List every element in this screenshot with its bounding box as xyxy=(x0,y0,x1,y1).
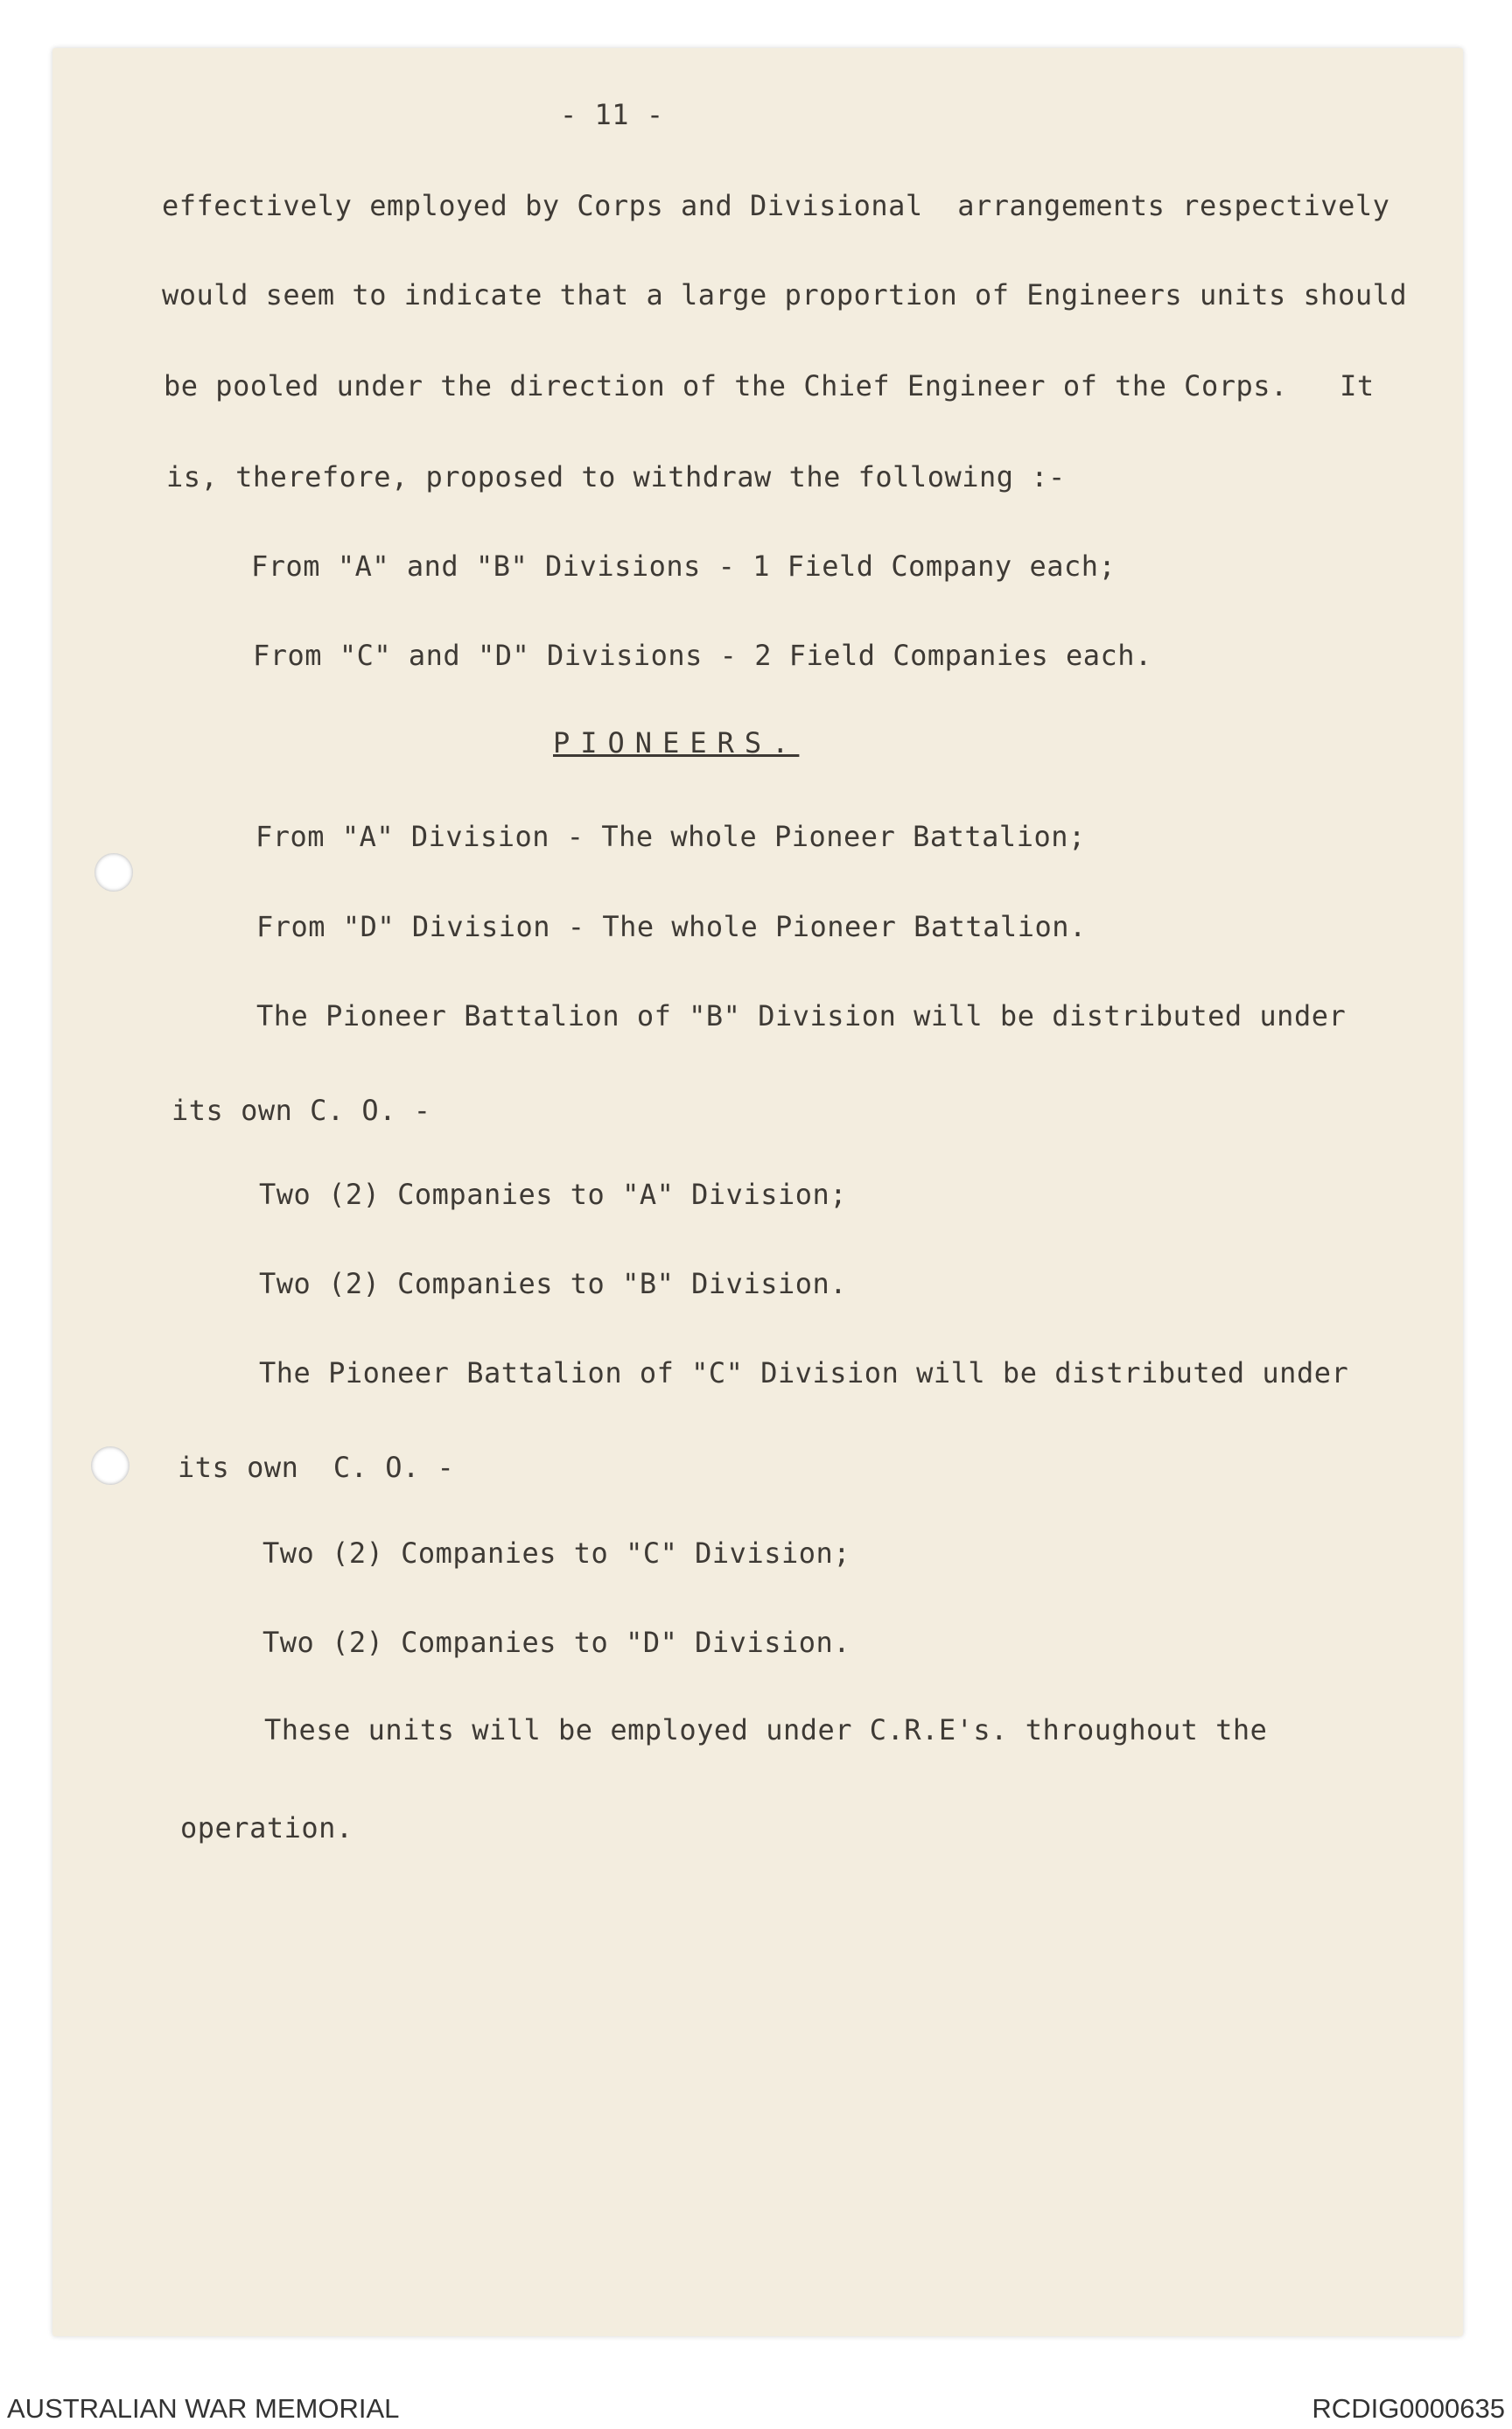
pioneer-line-7: The Pioneer Battalion of "C" Division will be distributed under xyxy=(259,1356,1349,1390)
text-line-2: would seem to indicate that a large proportion of Engineers units should xyxy=(162,278,1408,312)
footer-institution: AUSTRALIAN WAR MEMORIAL xyxy=(7,2393,400,2424)
pioneer-line-10: Two (2) Companies to "D" Division. xyxy=(262,1626,851,1659)
pioneer-line-4: its own C. O. - xyxy=(172,1094,431,1127)
pioneer-line-5: Two (2) Companies to "A" Division; xyxy=(259,1178,848,1211)
footer-reference-id: RCDIG0000635 xyxy=(1312,2393,1505,2424)
page-number: - 11 - xyxy=(560,98,664,131)
punch-hole-top xyxy=(94,853,133,892)
text-line-5: From "A" and "B" Divisions - 1 Field Company each; xyxy=(251,550,1116,583)
pioneer-line-1: From "A" Division - The whole Pioneer Battalion; xyxy=(256,820,1086,853)
punch-hole-bottom xyxy=(91,1446,130,1485)
text-line-1: effectively employed by Corps and Divisional arrangements respectively xyxy=(162,189,1390,222)
pioneer-line-6: Two (2) Companies to "B" Division. xyxy=(259,1267,848,1300)
pioneer-line-2: From "D" Division - The whole Pioneer Battalion. xyxy=(256,910,1087,943)
pioneer-line-8: its own C. O. - xyxy=(178,1451,455,1484)
text-line-4: is, therefore, proposed to withdraw the following :- xyxy=(166,460,1066,494)
pioneer-line-11: These units will be employed under C.R.E's. throughout the xyxy=(264,1713,1268,1746)
pioneer-line-3: The Pioneer Battalion of "B" Division will be distributed under xyxy=(256,999,1347,1032)
pioneer-line-12: operation. xyxy=(180,1811,354,1844)
pioneer-line-9: Two (2) Companies to "C" Division; xyxy=(262,1536,851,1570)
section-heading: PIONEERS. xyxy=(553,726,800,760)
text-line-6: From "C" and "D" Divisions - 2 Field Companies each. xyxy=(253,639,1152,672)
text-line-3: be pooled under the direction of the Chief Engineer of the Corps. It xyxy=(164,369,1375,402)
